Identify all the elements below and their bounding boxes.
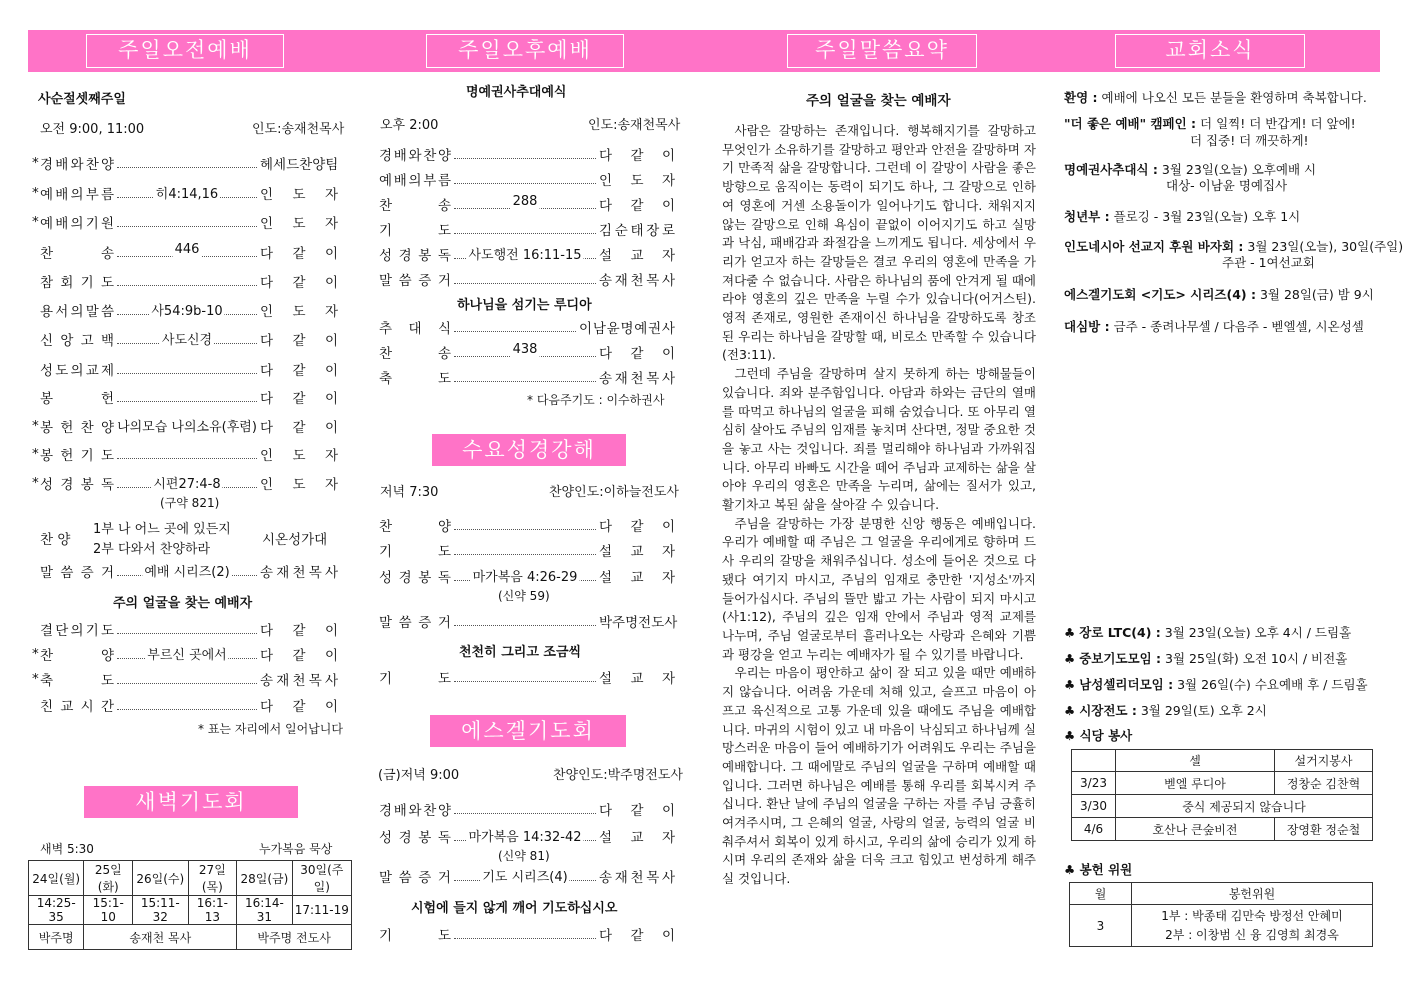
- order-label: 축 도: [379, 371, 451, 387]
- order-person: 다 같 이: [260, 420, 338, 436]
- offer-line-2: 2부 : 이창범 신 융 김영희 최경옥: [1165, 927, 1339, 942]
- order-label: 기 도: [379, 928, 451, 944]
- order-row: [32, 154, 339, 173]
- leader-dots: [454, 341, 596, 357]
- clover-icon: ♣: [1064, 625, 1076, 640]
- meal-table: [1071, 749, 1373, 841]
- ezekiel-lead: 찬양인도:박주명전도사: [553, 768, 683, 783]
- order-person: 다 같 이: [260, 246, 338, 262]
- order-person: 김 순 태 장 로: [599, 223, 675, 239]
- wednesday-lead: 찬양인도:이하늘전도사: [549, 485, 679, 500]
- offer-title: 봉헌 위원: [1079, 862, 1133, 877]
- order-label: 봉 헌 찬 양: [40, 420, 114, 436]
- order-label: 참 회 기 도: [40, 275, 114, 291]
- order-person: 설 교 자: [599, 248, 675, 264]
- order-detail: 사도신경: [160, 329, 214, 348]
- leader-dots: [454, 617, 596, 626]
- order-label: 성 경 봉 독: [379, 830, 451, 846]
- ezekiel-news-label: 에스겔기도회 <기도> 시리즈(4) :: [1064, 287, 1256, 302]
- morning-reading-note: (구약 821): [160, 496, 220, 510]
- order-row: [40, 360, 338, 378]
- offer-table: [1069, 882, 1373, 947]
- dawn-day: 28일(금): [237, 861, 292, 896]
- leader-dots: [117, 241, 257, 257]
- order-label: 경 배 와 찬 양: [379, 148, 451, 164]
- order-label: 친 교 시 간: [40, 699, 114, 715]
- order-person: 인 도 자: [260, 477, 338, 493]
- leader-dots: [454, 869, 596, 885]
- leader-dots: [117, 419, 257, 435]
- honor-label: 명예권사추대식 :: [1064, 162, 1158, 177]
- order-person: 다 같 이: [599, 148, 675, 164]
- leader-dots: [454, 175, 596, 184]
- order-row: [379, 170, 675, 188]
- news-bullet-item: [1064, 702, 1267, 719]
- order-person: 다 같 이: [260, 363, 338, 379]
- news-youth: [1064, 208, 1300, 225]
- order-detail: 히4:14,16: [154, 183, 220, 202]
- afternoon-subtitle: 하나님을 섬기는 루디아: [457, 298, 592, 313]
- order-label: 찬 송: [379, 198, 451, 214]
- order-row: [32, 213, 338, 232]
- stand-mark: *: [32, 155, 39, 171]
- order-label: 말 씀 증 거: [379, 273, 451, 289]
- leader-dots: [117, 277, 257, 286]
- bazaar-label: 인도네시아 선교지 후원 바자회 :: [1064, 239, 1244, 254]
- leader-dots: [117, 186, 257, 202]
- order-person: 박 주 명 전 도 사: [599, 615, 678, 631]
- order-label: 축 도: [40, 673, 114, 689]
- dawn-text: 16:14-31: [237, 896, 292, 925]
- order-row: [379, 541, 675, 559]
- meal-title-row: [1064, 727, 1132, 744]
- order-detail: 446: [174, 241, 200, 257]
- leader-dots: [117, 476, 257, 492]
- clover-icon: ♣: [1064, 862, 1076, 877]
- leader-dots: [117, 647, 257, 663]
- leader-dots: [454, 247, 596, 263]
- leader-dots: [454, 150, 596, 159]
- order-label: 기 도: [379, 544, 451, 560]
- order-row: [379, 867, 675, 885]
- meal-head-cell: 셀: [1116, 750, 1275, 772]
- meal-cell: 호산나 큰숲비전: [1116, 818, 1275, 841]
- leader-dots: [117, 625, 257, 634]
- order-label: 결 단 의 기 도: [40, 623, 114, 639]
- order-row: [40, 562, 338, 580]
- anthem-label: 찬 양: [40, 532, 71, 548]
- news-visit: [1064, 318, 1364, 335]
- order-row: [32, 670, 338, 689]
- order-label: 용 서 의 말 씀: [40, 304, 114, 320]
- order-person: 다 같 이: [599, 803, 675, 819]
- dawn-time: 새벽 5:30: [40, 842, 94, 856]
- wednesday-time: 저녁 7:30: [380, 485, 439, 500]
- dawn-text: 15:1-10: [84, 896, 133, 925]
- order-row: [379, 270, 675, 288]
- leader-dots: [117, 450, 257, 459]
- leader-dots: [117, 365, 257, 374]
- leader-dots: [117, 393, 257, 402]
- order-label: 말 씀 증 거: [379, 615, 451, 631]
- order-detail: 마가복음 14:32-42: [466, 826, 583, 845]
- order-person: 다 같 이: [260, 623, 338, 639]
- welcome-label: 환영 :: [1064, 90, 1098, 105]
- bullet-text: 3월 25일(화) 오전 10시 / 비전홀: [1165, 651, 1348, 666]
- order-row: [379, 800, 675, 818]
- order-person: 이 남 윤 명 예 권 사: [579, 321, 675, 337]
- leader-dots: [454, 930, 596, 939]
- header-sermon: 주일말씀요약: [787, 34, 977, 68]
- bazaar-text-1: 3월 23일(오늘), 30일(주일): [1247, 239, 1403, 254]
- dawn-leader-1: 박주명: [29, 925, 84, 950]
- news-campaign: [1064, 115, 1356, 132]
- morning-time: 오전 9:00, 11:00: [40, 122, 145, 137]
- leader-dots: [117, 303, 257, 319]
- stand-mark: *: [32, 475, 39, 491]
- order-person: 설 교 자: [599, 671, 675, 687]
- leader-dots: [454, 225, 596, 234]
- order-person: 다 같 이: [599, 519, 675, 535]
- order-person: 인 도 자: [260, 187, 338, 203]
- offer-head-month: 월: [1070, 883, 1132, 905]
- header-ezekiel: 에스겔기도회: [430, 715, 626, 747]
- order-person: 설 교 자: [599, 570, 675, 586]
- order-label: 예 배 의 기 원: [40, 216, 114, 232]
- order-person: 다 같 이: [260, 648, 338, 664]
- order-detail: 예배 시리즈(2): [142, 561, 231, 580]
- leader-dots: [454, 521, 596, 530]
- order-person: 다 같 이: [599, 198, 675, 214]
- order-label: 추 대 식: [379, 321, 451, 337]
- order-label: 찬 양: [379, 519, 451, 535]
- order-row: [32, 474, 338, 493]
- stand-mark: *: [32, 214, 39, 230]
- sermon-title: 주의 얼굴을 찾는 예배자: [806, 93, 951, 109]
- clover-icon: ♣: [1064, 703, 1076, 718]
- order-row: [379, 827, 675, 845]
- next-pray: * 다음주기도 : 이수하권사: [527, 393, 665, 407]
- stand-mark: *: [32, 185, 39, 201]
- order-row: [40, 696, 338, 714]
- news-bullet-item: [1064, 650, 1347, 667]
- dawn-text: 17:11-19: [292, 896, 351, 925]
- order-detail: 부르신 곳에서: [145, 644, 228, 663]
- stand-mark: *: [32, 418, 39, 434]
- meal-date: 3/23: [1072, 772, 1116, 795]
- order-person: 다 같 이: [260, 275, 338, 291]
- leader-dots: [454, 673, 596, 682]
- header-afternoon: 주일오후예배: [426, 34, 624, 68]
- clover-icon: ♣: [1064, 677, 1076, 692]
- order-person: 인 도 자: [260, 216, 338, 232]
- meal-cell: 중식 제공되지 않습니다: [1116, 795, 1373, 818]
- dawn-day: 27일(목): [188, 861, 237, 896]
- order-label: 성 경 봉 독: [379, 248, 451, 264]
- order-label: 기 도: [379, 671, 451, 687]
- order-detail: 288: [512, 193, 538, 209]
- order-label: 봉 헌: [40, 391, 114, 407]
- leader-dots: [117, 218, 257, 227]
- dawn-day: 26일(수): [133, 861, 188, 896]
- visit-label: 대심방 :: [1064, 319, 1110, 334]
- campaign-text-2: 더 집중! 더 깨끗하게!: [1190, 133, 1309, 148]
- leader-dots: [454, 373, 596, 382]
- order-label: 말 씀 증 거: [379, 870, 451, 886]
- leader-dots: [454, 323, 576, 332]
- meal-dish: 장영환 정순철: [1275, 818, 1373, 841]
- order-person: 다 같 이: [599, 928, 675, 944]
- wednesday-title: 천천히 그리고 조금씩: [459, 645, 582, 660]
- order-row: [40, 243, 338, 261]
- meal-date: 4/6: [1072, 818, 1116, 841]
- order-row: [40, 301, 338, 319]
- order-label: 찬 송: [379, 346, 451, 362]
- order-row: [379, 318, 675, 336]
- dawn-day: 24일(월): [29, 861, 84, 896]
- dawn-text: 14:25-35: [29, 896, 84, 925]
- order-label: 찬 양: [40, 648, 114, 664]
- order-person: 설 교 자: [599, 544, 675, 560]
- header-dawn: 새벽기도회: [84, 786, 298, 818]
- morning-lead: 인도:송재천목사: [252, 122, 345, 137]
- order-detail: 시편27:4-8: [151, 473, 222, 492]
- order-label: 경 배 와 찬 양: [379, 803, 451, 819]
- order-row: [379, 668, 675, 686]
- order-row: [379, 220, 675, 238]
- dawn-day: 25일(화): [84, 861, 133, 896]
- ezekiel-title: 시험에 들지 않게 깨어 기도하십시오: [411, 901, 618, 916]
- order-label: 봉 헌 기 도: [40, 448, 114, 464]
- order-label: 성 도 의 교 제: [40, 363, 114, 379]
- news-bullet-item: [1064, 676, 1368, 693]
- bullet-label: 장로 LTC(4) :: [1079, 625, 1161, 640]
- order-person: 송 재 천 목 사: [599, 870, 675, 886]
- order-label: 예 배 의 부 름: [379, 173, 451, 189]
- leader-dots: [117, 564, 257, 580]
- order-row: [379, 245, 675, 263]
- anthem-line-2: 2부 다와서 찬양하라: [93, 542, 210, 557]
- order-label: 경 배 와 찬 양: [40, 157, 114, 173]
- stand-mark: *: [32, 646, 39, 662]
- news-bazaar: [1064, 238, 1403, 255]
- afternoon-title: 명예권사추대예식: [466, 85, 567, 100]
- order-row: [379, 567, 675, 585]
- honor-text-1: 3월 23일(오늘) 오후예배 시: [1161, 162, 1317, 177]
- order-person: 송 재 천 목 사: [599, 371, 675, 387]
- leader-dots: [454, 569, 596, 585]
- order-person: 다 같 이: [260, 333, 338, 349]
- visit-text: 금주 - 종려나무셀 / 다음주 - 벧엘셀, 시온성셀: [1113, 319, 1364, 334]
- morning-sermon-title: 주의 얼굴을 찾는 예배자: [113, 596, 253, 611]
- bullet-text: 3월 29일(토) 오후 2시: [1140, 703, 1267, 718]
- order-person: 다 같 이: [260, 391, 338, 407]
- order-person: 다 같 이: [260, 699, 338, 715]
- meal-title: 식당 봉사: [1079, 728, 1133, 743]
- afternoon-time: 오후 2:00: [380, 118, 439, 133]
- news-honor: [1064, 161, 1316, 178]
- ezekiel-news-text: 3월 28일(금) 밤 9시: [1259, 287, 1374, 302]
- stand-note: * 표는 자리에서 일어납니다: [198, 722, 343, 736]
- header-wednesday: 수요성경강해: [432, 434, 626, 466]
- order-detail: 마가복음 4:26-29: [471, 566, 580, 585]
- bullet-label: 남성셀리더모임 :: [1079, 677, 1174, 692]
- welcome-text: 예배에 나오신 모든 분들을 환영하며 축복합니다.: [1101, 90, 1367, 105]
- offer-title-row: [1064, 861, 1132, 878]
- offer-month: 3: [1070, 905, 1132, 947]
- header-morning: 주일오전예배: [86, 34, 284, 68]
- anthem-choir: 시온성가대: [262, 532, 328, 548]
- order-row: [379, 516, 675, 534]
- stand-mark: *: [32, 446, 39, 462]
- news-welcome: [1064, 89, 1367, 106]
- stand-mark: *: [32, 671, 39, 687]
- order-row: [379, 925, 675, 943]
- sermon-paragraph: 주님을 갈망하는 가장 분명한 신앙 행동은 예배입니다. 우리가 예배할 때 주님은 그 얼굴을 우리에게로 향하며 드사 우리의 갈망을 채워주십니다. 성소에 들어온 것으로 다 됐다 여기지 마시고, 주님의 임재로 충만한 '지성소'까지 들어가십시다. 주님의 뜰만 밟고 가는 사람이 되지 마시고(사1:12), 주님의 깊은 임재 안에서 주님과 영적 교제를 나누며, 주님 얼굴로부터 흘러나오는 사랑과 은혜와 기쁨과 평강을 얻고 누리는 예배자가 될 수 있기를 바랍니다.: [722, 515, 1036, 662]
- leader-dots: [117, 675, 257, 684]
- leader-dots: [454, 193, 596, 209]
- wednesday-reading-note: (신약 59): [498, 589, 550, 603]
- bazaar-text-2: 주관 - 1여선교회: [1222, 255, 1315, 270]
- youth-label: 청년부 :: [1064, 209, 1110, 224]
- header-news: 교회소식: [1115, 34, 1305, 68]
- dawn-table: [28, 860, 352, 950]
- offer-head-names: 봉헌위원: [1132, 883, 1373, 905]
- afternoon-lead: 인도:송재천목사: [588, 118, 681, 133]
- order-detail: 기도 시리즈(4): [480, 866, 569, 885]
- order-label: 성 경 봉 독: [379, 570, 451, 586]
- morning-week: 사순절셋째주일: [38, 92, 126, 107]
- leader-dots: [117, 701, 257, 710]
- order-detail: 438: [512, 341, 538, 357]
- dawn-leader-2: 송재천 목사: [84, 925, 237, 950]
- leader-dots: [454, 275, 596, 284]
- order-row: [32, 417, 338, 436]
- dawn-book: 누가복음 묵상: [259, 842, 333, 856]
- ezekiel-reading-note: (신약 81): [498, 849, 550, 863]
- youth-text: 플로깅 - 3월 23일(오늘) 오후 1시: [1113, 209, 1301, 224]
- order-row: [379, 368, 675, 386]
- order-row: [379, 145, 675, 163]
- order-row: [32, 184, 338, 203]
- order-label: 예 배 의 부 름: [40, 187, 114, 203]
- order-row: [40, 272, 338, 290]
- order-person: 인 도 자: [599, 173, 675, 189]
- leader-dots: [454, 546, 596, 555]
- meal-dish: 정창순 김찬혁: [1275, 772, 1373, 795]
- dawn-text: 15:11-32: [133, 896, 188, 925]
- order-person: 설 교 자: [599, 830, 675, 846]
- order-person: 송 재 천 목 사: [260, 565, 338, 581]
- order-row: [40, 388, 338, 406]
- order-row: [32, 645, 338, 664]
- order-person: 다 같 이: [599, 346, 675, 362]
- leader-dots: [454, 829, 596, 845]
- bullet-text: 3월 23일(오늘) 오후 4시 / 드림홀: [1164, 625, 1352, 640]
- clover-icon: ♣: [1064, 651, 1076, 666]
- order-row: [32, 445, 338, 464]
- news-ezekiel: [1064, 286, 1374, 303]
- meal-cell: 벧엘 루디아: [1116, 772, 1275, 795]
- order-person: 헤 세 드 찬 양 팀: [260, 157, 339, 173]
- sermon-paragraph: 우리는 마음이 평안하고 삶이 잘 되고 있을 때만 예배하지 않습니다. 어려움 가운데 처해 있고, 슬프고 마음이 아프고 육신적으로 고통 가운데 있을 때에도 주님을 예배합니다. 마귀의 시험이 있고 내 마음이 낙심되고 하나님께 실망스러운 마음이 들어 예배하기가 어려워도 우리는 주님을 예배합니다. 그 때에말로 주님의 얼굴을 구하며 예배할 때입니다. 그러면 하나님은 예배를 통해 우리를 회복시켜 주십니다. 환난 날에 주님의 얼굴을 구하는 자를 주님 긍휼히 여겨주시며, 그 은혜의 얼굴, 사랑의 얼굴, 능력의 얼굴 비춰주셔서 회복이 있게 하시고, 우리의 삶에 승리가 있게 하시며 우리의 존재와 삶을 더욱 크고 힘있고 번성하게 해주실 것입니다.: [722, 665, 1036, 887]
- order-label: 신 앙 고 백: [40, 333, 114, 349]
- news-bullet-item: [1064, 624, 1351, 641]
- meal-date: 3/30: [1072, 795, 1116, 818]
- order-row: [379, 612, 678, 631]
- sermon-paragraph: 사람은 갈망하는 존재입니다. 행복해지기를 갈망하고 무엇인가 소유하기를 갈망하고 평안과 안전을 갈망하며 자기 만족적 삶을 갈망합니다. 그런데 이 갈망이 사람을 좋은 방향으로 움직이는 동력이 되기도 하나, 그 갈망으로 인하여 영혼에 거센 소용돌이가 일어나기도 합니다. 채워지지 않는 갈망으로 인해 욕심이 끝없이 이어지기도 하고 실망과 낙심, 패배감과 좌절감을 느끼게도 됩니다. 세상에서 우리가 얻고자 하는 갈망들은 결코 우리의 영혼에 만족을 가져다줄 수 없습니다. 사람은 하나님의 품에 안겨게 될 때에라야 영혼의 깊은 만족을 누릴 수가 있습니다(어거스틴). 영적 존재로, 영원한 존재이신 하나님을 갈망하도록 창조된 우리는 하나님을 갈망할 때, 비로소 만족할 수 있습니다(전3:11).: [722, 123, 1036, 363]
- anthem-line-1: 1부 나 어느 곳에 있든지: [93, 522, 231, 537]
- clover-icon: ♣: [1064, 728, 1076, 743]
- bullet-label: 중보기도모임 :: [1079, 651, 1162, 666]
- dawn-text: 16:1-13: [188, 896, 237, 925]
- order-person: 인 도 자: [260, 448, 338, 464]
- sermon-paragraph: 그런데 주님을 갈망하며 살지 못하게 하는 방해물들이 있습니다. 죄와 분주함입니다. 아담과 하와는 금단의 열매를 따먹고 하나님의 얼굴을 피해 숨었습니다. 또 아무리 열심히 살아도 주님의 임재를 놓치며 산다면, 정말 중요한 것을 놓고 사는 것입니다. 죄를 멀리해야 하나님과 가까워집니다. 아무리 바빠도 시간을 떼어 주님과 교제하는 삶을 살아야 우리의 영혼은 만족을 누리며, 삶에는 질서가 있고, 활기차고 복된 삶을 살아갈 수 있습니다.: [722, 366, 1036, 513]
- honor-text-2: 대상- 이남윤 명예집사: [1166, 178, 1288, 193]
- order-label: 말 씀 증 거: [40, 565, 114, 581]
- campaign-text-1: 더 일찍! 더 반갑게! 더 앞에!: [1200, 116, 1356, 131]
- order-row: [379, 195, 675, 213]
- order-detail: 사54:9b-10: [149, 300, 224, 319]
- leader-dots: [117, 159, 257, 168]
- order-label: 성 경 봉 독: [40, 477, 114, 493]
- campaign-label: "더 좋은 예배" 캠페인 :: [1064, 116, 1197, 131]
- dawn-day: 30일(주일): [292, 861, 351, 896]
- order-row: [379, 343, 675, 361]
- order-person: 송 재 천 목 사: [260, 673, 338, 689]
- order-person: 송 재 천 목 사: [599, 273, 675, 289]
- ezekiel-time: (금)저녁 9:00: [378, 768, 460, 783]
- leader-dots: [454, 805, 596, 814]
- order-row: [40, 330, 338, 348]
- sermon-body: [722, 122, 1036, 889]
- order-person: 인 도 자: [260, 304, 338, 320]
- leader-dots: [117, 332, 257, 348]
- meal-head-dish: 설거지봉사: [1275, 750, 1373, 772]
- order-row: [40, 620, 338, 638]
- order-label: 기 도: [379, 223, 451, 239]
- order-detail: 나의모습 나의소유(후렴): [115, 416, 259, 435]
- dawn-leader-3: 박주명 전도사: [237, 925, 352, 950]
- bullet-label: 시장전도 :: [1079, 703, 1137, 718]
- bullet-text: 3월 26일(수) 수요예배 후 / 드림홀: [1177, 677, 1368, 692]
- offer-line-1: 1부 : 박종태 김만숙 방정선 안혜미: [1161, 908, 1343, 923]
- order-detail: 사도행전 16:11-15: [466, 244, 583, 263]
- order-label: 찬 송: [40, 246, 114, 262]
